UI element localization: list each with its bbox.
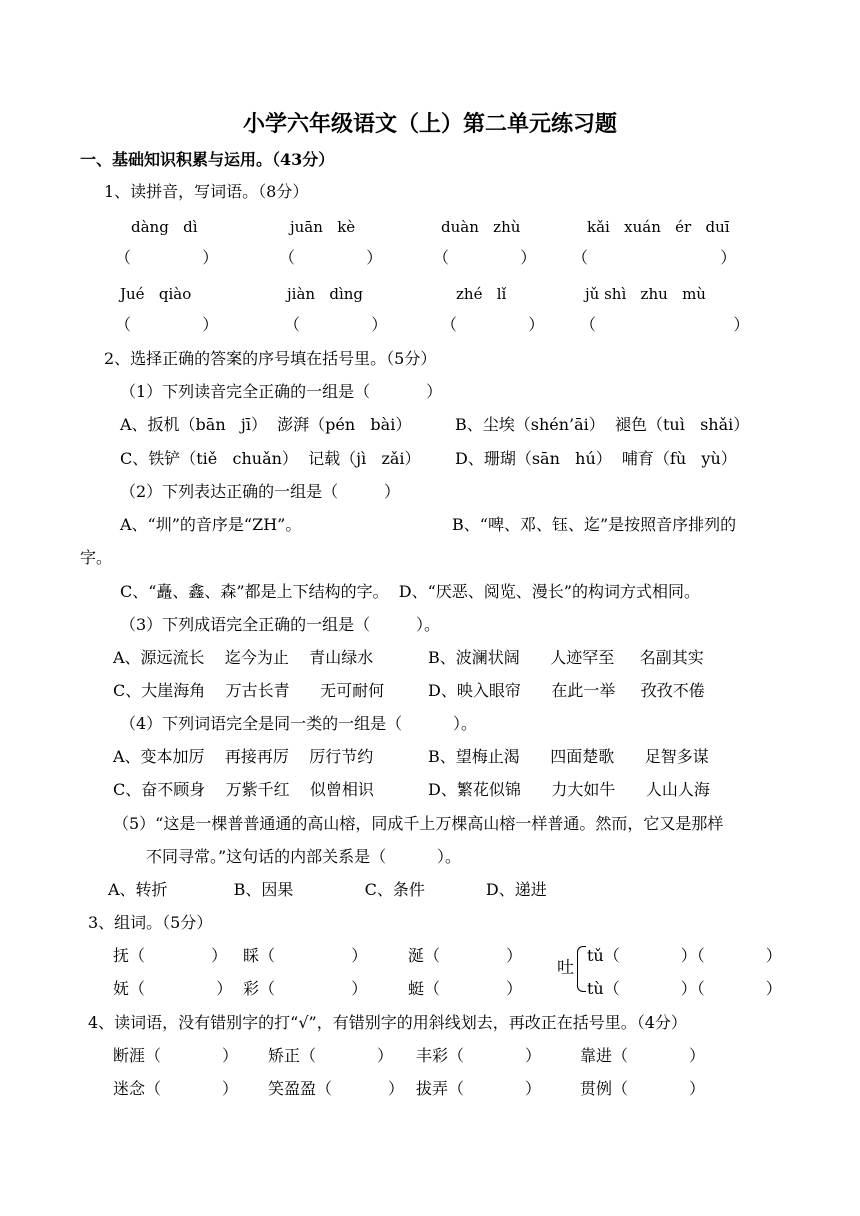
- option-a: A、变本加厉 再接再厉 厉行节约: [113, 747, 374, 766]
- word-group-item: 蜓（ ）: [408, 979, 523, 998]
- option-a: A、扳机（bān jī） 澎湃（pén bài）: [120, 415, 412, 434]
- pinyin-item: Jué qiào: [120, 285, 192, 303]
- answer-blank[interactable]: （ ）: [279, 248, 383, 267]
- pinyin-item: dàng dì: [131, 218, 198, 236]
- option-b: B、望梅止渴 四面楚歌 足智多谋: [428, 747, 709, 766]
- sub-question-continued: 不同寻常。”这句话的内部关系是（ ）。: [146, 847, 462, 866]
- word-group-item: 妩（ ）: [113, 979, 233, 998]
- pinyin-item: duàn zhù: [441, 218, 521, 236]
- answer-blank[interactable]: （ ）: [115, 248, 219, 267]
- answer-blank[interactable]: （ ）: [115, 315, 219, 334]
- sub-question: （1）下列读音完全正确的一组是（ ）: [120, 382, 443, 401]
- options-row: A、转折 B、因果 C、条件 D、递进: [108, 880, 547, 899]
- page-title: 小学六年级语文（上）第二单元练习题: [242, 111, 617, 137]
- sub-question: （4）下列词语完全是同一类的一组是（ ）。: [120, 714, 478, 733]
- option-d: D、繁花似锦 力大如牛 人山人海: [428, 780, 710, 799]
- question-3-label: 3、组词。（5分）: [88, 913, 213, 932]
- answer-blank[interactable]: （ ）: [441, 315, 545, 334]
- option-b: B、尘埃（shén’āi） 褪色（tuì shǎi）: [455, 415, 750, 434]
- sub-question: （3）下列成语完全正确的一组是（ ）。: [120, 615, 440, 634]
- answer-blank[interactable]: （ ）: [433, 248, 537, 267]
- answer-blank[interactable]: （ ）: [284, 315, 388, 334]
- answer-blank[interactable]: （ ）: [580, 315, 750, 334]
- word-check-item: 靠进（ ）: [580, 1046, 706, 1065]
- question-1-label: 1、读拼音，写词语。（8分）: [104, 182, 309, 201]
- sub-question: （5）“这是一棵普普通通的高山榕，同成千上万棵高山榕一样普通。然而，它又是那样: [113, 814, 724, 833]
- option-d: D、映入眼帘 在此一举 孜孜不倦: [428, 681, 705, 700]
- pinyin-item: jǔ shì zhu mù: [585, 285, 706, 303]
- option-a: A、源远流长 迄今为止 青山绿水: [113, 648, 374, 667]
- word-check-item: 丰彩（ ）: [416, 1046, 542, 1065]
- pinyin-item: jiàn dìng: [287, 285, 364, 303]
- option-b-continued: 字。: [80, 548, 113, 567]
- word-check-item: 贯例（ ）: [580, 1079, 706, 1098]
- option-c: C、奋不顾身 万紫千红 似曾相识: [113, 780, 374, 799]
- pinyin-item: zhé lǐ: [456, 285, 507, 303]
- option-d: D、珊瑚（sān hú） 哺育（fù yù）: [455, 449, 737, 468]
- answer-blank[interactable]: （ ）: [572, 248, 737, 267]
- option-cd: C、“矗、鑫、森”都是上下结构的字。 D、“厌恶、阅览、漫长”的构词方式相同。: [120, 582, 700, 601]
- word-check-item: 拔弄（ ）: [416, 1079, 542, 1098]
- word-group-item: 睬（ ）: [243, 946, 368, 965]
- polyphonic-reading-1: tǔ（ ）（ ）: [587, 946, 782, 965]
- polyphonic-character: 吐: [557, 958, 574, 978]
- option-c: C、铁铲（tiě chuǎn） 记载（jì zǎi）: [120, 449, 421, 468]
- polyphonic-reading-2: tù（ ）（ ）: [587, 979, 782, 998]
- option-c: C、大崖海角 万古长青 无可耐何: [113, 681, 385, 700]
- word-check-item: 矫正（ ）: [268, 1046, 394, 1065]
- pinyin-item: kǎi xuán ér duī: [587, 218, 730, 236]
- option-a: A、“圳”的音序是“ZH”。: [120, 515, 302, 534]
- word-check-item: 笑盈盈（ ）: [268, 1079, 404, 1098]
- word-group-item: 涎（ ）: [408, 946, 523, 965]
- word-group-item: 彩（ ）: [243, 979, 368, 998]
- word-check-item: 迷念（ ）: [113, 1079, 239, 1098]
- word-check-item: 断涯（ ）: [113, 1046, 239, 1065]
- brace-bracket: [577, 946, 586, 992]
- question-2-label: 2、选择正确的答案的序号填在括号里。（5分）: [104, 349, 437, 368]
- option-b: B、“啤、邓、钰、迄”是按照音序排列的: [452, 515, 737, 534]
- option-b: B、波澜状阔 人迹罕至 名副其实: [428, 648, 704, 667]
- sub-question: （2）下列表达正确的一组是（ ）: [120, 482, 400, 501]
- question-4-label: 4、读词语，没有错别字的打“√”，有错别字的用斜线划去，再改正在括号里。（4分）: [88, 1013, 687, 1032]
- pinyin-item: juān kè: [290, 218, 356, 236]
- section-heading-1: 一、基础知识积累与运用。（43分）: [80, 150, 335, 169]
- word-group-item: 抚（ ）: [113, 946, 228, 965]
